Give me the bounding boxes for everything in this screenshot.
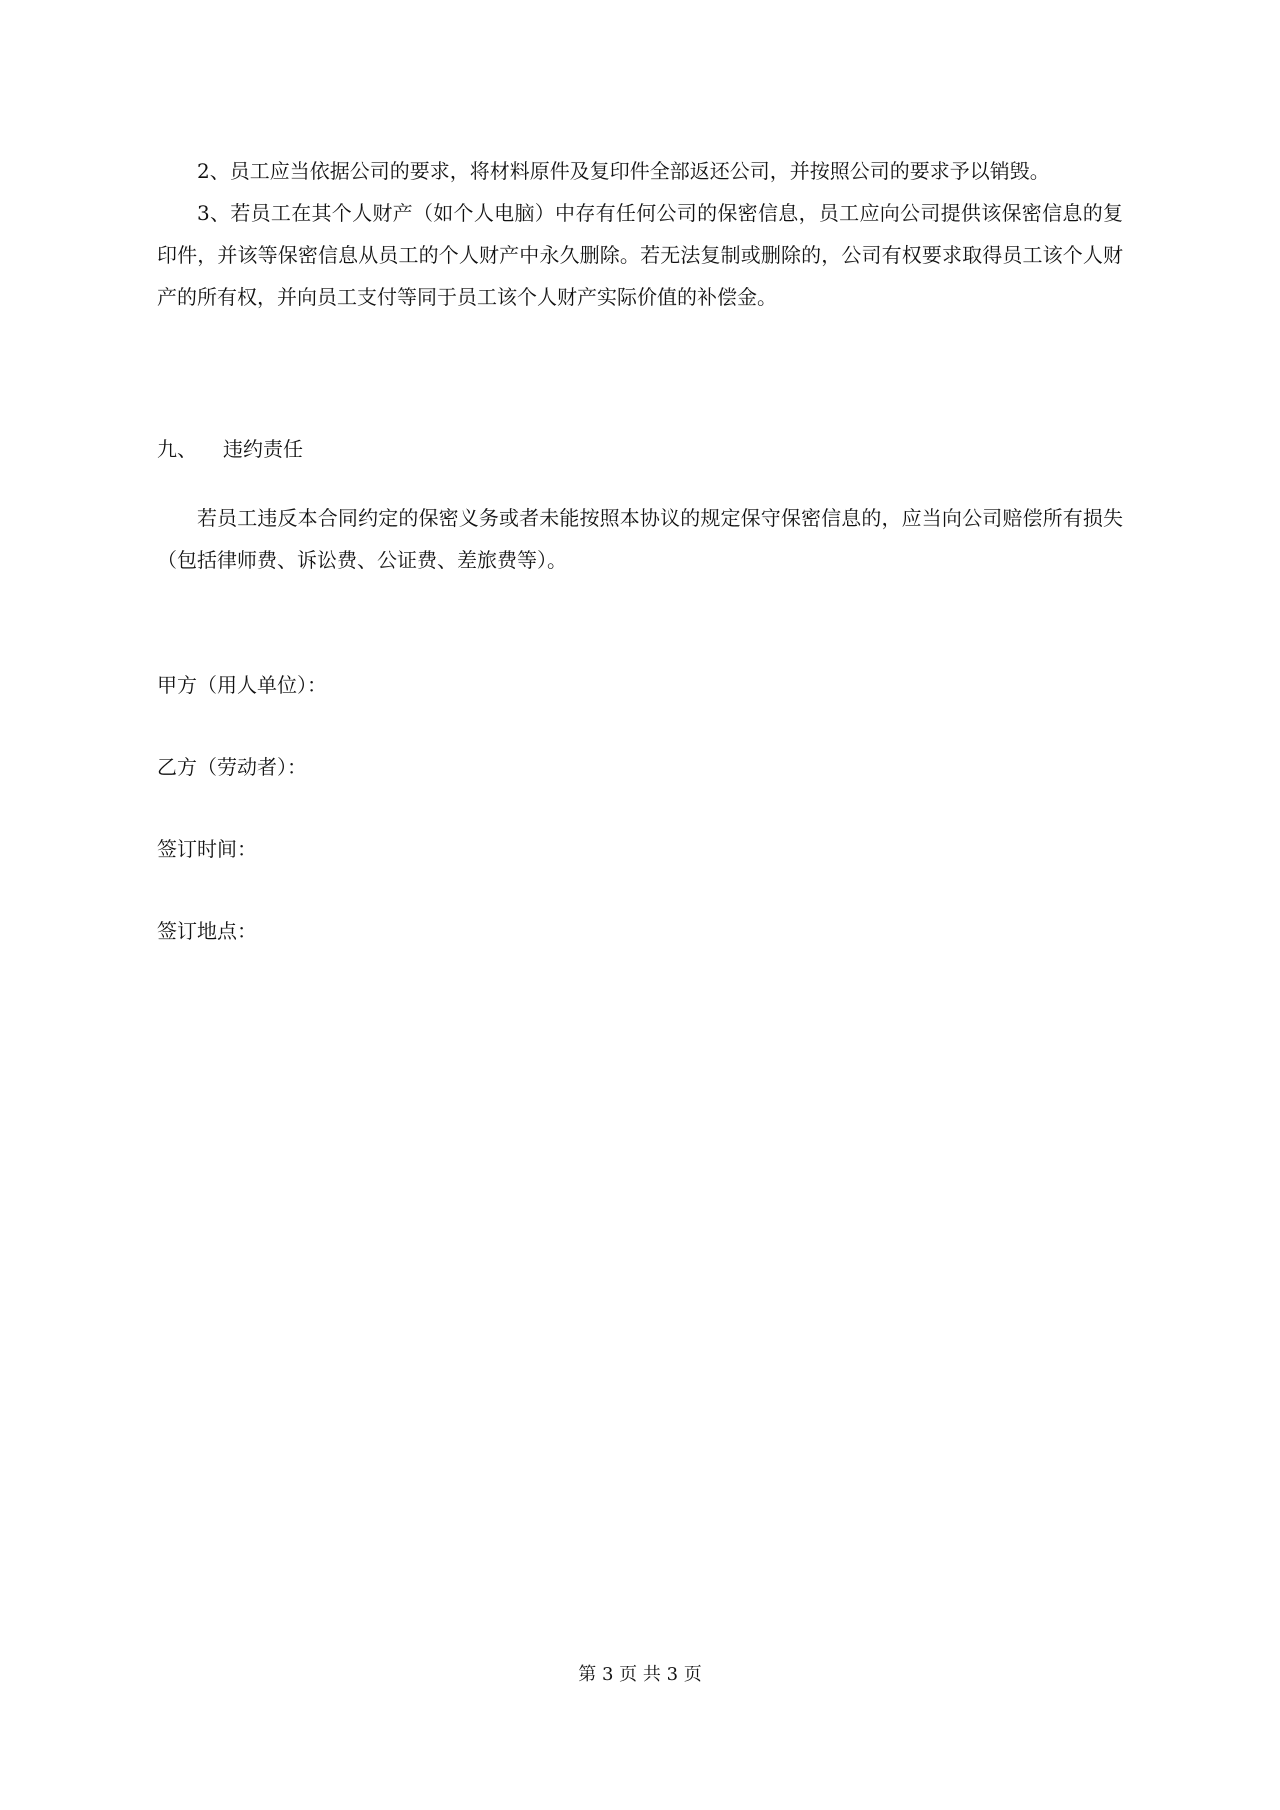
signing-date-line: 签订时间： — [157, 837, 257, 861]
section-paragraph: 若员工违反本合同约定的保密义务或者未能按照本协议的规定保守保密信息的，应当向公司赔偿所有损失（包括律师费、诉讼费、公证费、差旅费等）。 — [157, 506, 1123, 572]
section-title: 违约责任 — [223, 437, 303, 461]
clause-item-2: 2、员工应当依据公司的要求，将材料原件及复印件全部返还公司，并按照公司的要求予以销毁。 — [197, 159, 1050, 183]
section-heading — [157, 434, 303, 464]
section-number: 九、 — [157, 437, 197, 461]
clause-item-3: 3、若员工在其个人财产（如个人电脑）中存有任何公司的保密信息，员工应向公司提供该保密信息的复印件，并该等保密信息从员工的个人财产中永久删除。若无法复制或删除的，公司有权要求取得员工该个人财产的所有权，并向员工支付等同于员工该个人财产实际价值的补偿金。 — [157, 201, 1123, 309]
signing-place-line: 签订地点： — [157, 919, 257, 943]
party-a-line: 甲方（用人单位）： — [157, 673, 327, 697]
party-b-line: 乙方（劳动者）： — [157, 755, 307, 779]
clause-continuation — [157, 150, 1123, 318]
section-body — [157, 497, 1123, 581]
page-footer: 第 3 页 共 3 页 — [578, 1664, 702, 1685]
